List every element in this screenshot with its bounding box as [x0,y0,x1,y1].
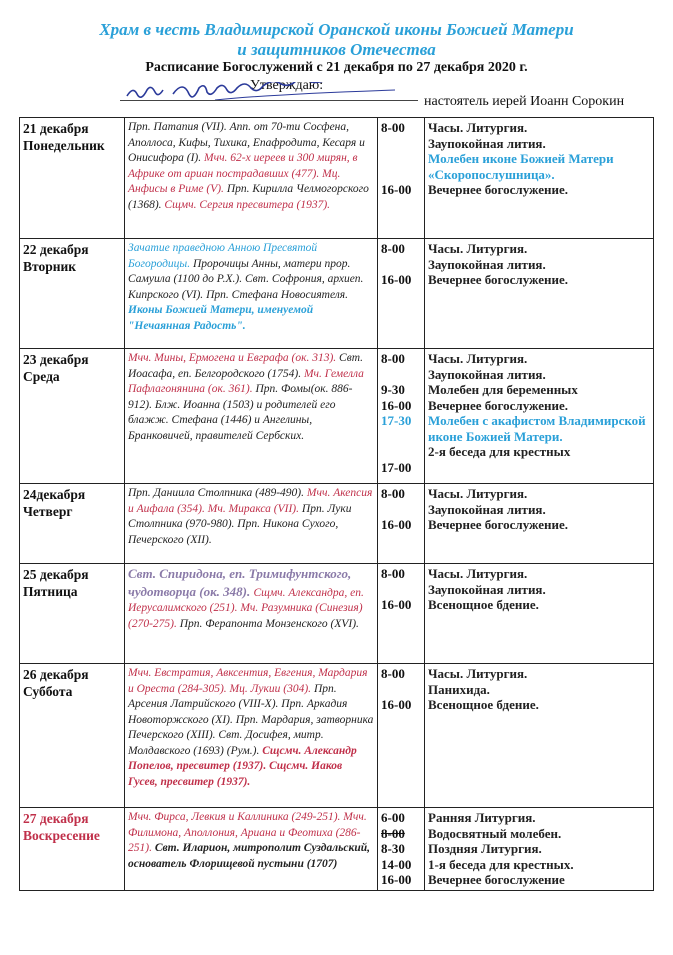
saint-commemoration: Сщсмч. Александр Попелов, пресвитер (1937). [128,744,357,772]
saint-commemoration: Свт. Спиридона, еп. Тримифунтского, чудотворца (ок. 348). [128,566,352,599]
service-name: Водосвятный молебен. [428,825,562,841]
times-cell [378,564,425,664]
service-time: 14-00 [381,856,412,872]
service-name: Часы. Литургия. [428,666,528,681]
service-name: Молебен с акафистом Владимирской иконе Божией Матери. [428,413,646,444]
day-cell [20,349,125,484]
service-name: Заупокойная лития. [428,501,546,517]
service-time: 6-00 [381,810,405,825]
day-date: 21 декабря [23,121,89,136]
saint-commemoration: Сщмч. Александра, еп. Иерусалимского (251). Мч. Разумника (Синезия) (270-275). [128,586,364,630]
rector-name: настоятель иерей Иоанн Сорокин [424,94,625,109]
saint-commemoration: Зачатие праведною Анною Пресвятой Богородицы. [128,242,318,270]
services-cell [425,664,654,808]
service-time [381,367,421,383]
service-time: 8-00 [381,241,405,256]
day-cell [20,239,125,349]
service-time: 17-30 [381,413,412,428]
saint-commemoration: Пророчицы Анны, матери прор. Самуила (1100 до Р.Х.). [128,257,351,285]
service-time: 8-00 [381,825,405,841]
saints-cell [125,239,378,349]
day-cell [20,664,125,808]
service-name: Заупокойная лития. [428,256,546,272]
saint-commemoration: Мчч. Акепсия и Аифала (354). [128,487,373,515]
day-date: 24декабря [23,487,86,502]
church-title-line2: и защитников Отечества [237,40,436,59]
schedule-row [20,664,654,808]
saint-commemoration: Мч. Гемелла Пафлагонянина (ок. 361). [128,367,364,395]
saint-commemoration: Мчч. Фирса, Левкия и Каллиника (249-251). Мчч. Филимона, Аполлония, Ариана и Феотиха (286-251). [128,811,367,854]
service-time: 16-00 [381,182,412,197]
service-name: Вечернее богослужение [428,872,565,887]
service-name: Заупокойная лития. [428,366,546,382]
service-time: 17-00 [381,459,412,475]
day-weekday: Пятница [23,584,78,599]
saints-cell [125,349,378,484]
saint-commemoration: Сщсмч. Иаков Гусев, пресвитер (1937). [128,760,343,788]
schedule-row [20,564,654,664]
service-time [381,167,421,183]
service-name: Вечернее богослужение. [428,272,569,287]
saint-commemoration: Прп. Арсения Латрийского (VIII-X). Прп. Аркадия Новоторжского (XI). Прп. Мардария, затворника Печерского (XIII). Свт. Досифея, митр. Молдавского (1693) (Рум.). [128,682,374,757]
service-name: Панихида. [428,681,490,697]
day-date: 22 декабря [23,242,89,257]
signature-line [120,100,418,101]
saints-cell [125,664,378,808]
saint-commemoration: Мчч. Мины, Ермогена и Евграфа (ок. 313). [128,352,340,364]
service-time [381,682,421,698]
saint-commemoration: Прп. Патапия (VII). Апп. от 70-ти Сосфена, Аполлоса, Кифы, Тихика, Епафродита, Кесаря и Онисифора (I). [128,121,365,164]
service-name: Всенощное бдение. [428,697,539,712]
service-time: 16-00 [381,397,412,413]
saint-commemoration: Свт. Софрония, архиеп. Кипрского (VI). [128,273,364,301]
day-date: 25 декабря [23,567,89,582]
service-time [381,582,421,598]
service-name: Вечернее богослужение. [428,397,569,413]
saint-commemoration: Иконы Божией Матери, именуемой "Нечаянная Радость". [128,304,314,332]
times-cell [378,664,425,808]
saint-commemoration: Прп. Луки Столпника (970-980). [128,502,352,530]
saints-cell [125,118,378,239]
saint-commemoration: Мчч. Евстратия, Авксентия, Евгения, Мардария и Ореста (284-305). Мц. Лукии (304). [128,667,368,695]
services-cell [425,808,654,891]
service-name: Молебен для беременных [428,382,578,397]
day-weekday: Четверг [23,504,73,519]
approval-label: Утверждаю: [250,78,324,93]
schedule-row [20,484,654,564]
saint-commemoration: Прп. Стефана Новосиятеля. [206,288,349,301]
day-weekday: Воскресение [23,828,100,843]
day-date: 23 декабря [23,352,89,367]
day-weekday: Среда [23,369,60,384]
service-name: Молебен иконе Божией Матери «Скоропослушница». [428,151,614,182]
service-name: Вечернее богослужение. [428,182,569,197]
saint-commemoration: Свт. Иоасафа, еп. Белгородского (1754). [128,352,364,380]
day-date: 26 декабря [23,667,89,682]
service-time [381,257,421,273]
service-name: Всенощное бдение. [428,597,539,612]
schedule-row [20,118,654,239]
saint-commemoration: Прп. Кирилла Челмогорского (1368). [128,183,369,211]
service-time [381,444,421,460]
services-cell [425,239,654,349]
service-name: Заупокойная лития. [428,135,546,151]
service-time [381,136,421,152]
service-time [381,429,421,445]
saint-commemoration: Прп. Никона Сухого, Печерского (XII). [128,518,339,546]
service-time: 8-00 [381,566,405,581]
service-name: Часы. Литургия. [428,120,528,135]
saint-commemoration: Мч. Мирaкса (VII). [207,502,302,515]
saints-cell [125,564,378,664]
service-time [381,502,421,518]
times-cell [378,484,425,564]
saint-commemoration: Мчч. 62-х иереев и 300 мирян, в Африке от ариан пострадавших (477). [128,152,358,180]
service-time: 8-30 [381,841,405,856]
times-cell [378,808,425,891]
service-name: Вечернее богослужение. [428,517,569,532]
times-cell [378,239,425,349]
service-time: 16-00 [381,517,412,532]
service-name: Часы. Литургия. [428,241,528,256]
church-title-line1: Храм в честь Владимирской Оранской иконы Божией Матери [99,20,574,39]
service-name: Часы. Литургия. [428,486,528,501]
day-weekday: Вторник [23,259,77,274]
day-cell [20,564,125,664]
service-name: Поздняя Литургия. [428,841,542,856]
service-name: Часы. Литургия. [428,351,528,366]
day-cell [20,118,125,239]
service-time: 8-00 [381,666,405,681]
times-cell [378,118,425,239]
service-time: 16-00 [381,272,412,287]
saints-cell [125,484,378,564]
services-cell [425,118,654,239]
saint-commemoration: Мц. Анфисы в Риме (V). [128,167,341,195]
service-time: 16-00 [381,872,412,887]
schedule-subtitle: Расписание Богослужений с 21 декабря по 27 декабря 2020 г. [145,60,528,75]
service-time: 8-00 [381,351,405,366]
saints-cell [125,808,378,891]
saint-commemoration: Прп. Даниила Столпника (489-490). [128,487,307,499]
day-cell [20,484,125,564]
service-time: 16-00 [381,597,412,612]
services-cell [425,484,654,564]
service-name: 1-я беседа для крестных. [428,856,574,872]
service-name: Часы. Литургия. [428,566,528,581]
schedule-row [20,239,654,349]
schedule-row [20,349,654,484]
schedule-row [20,808,654,891]
saint-commemoration: Прп. Фомы(ок. 886-912). Блж. Иоанна (1503) и родителей его блажж. Стефана (1446) и Ангелины, Бранковичей, правителей Сербских. [128,383,353,442]
times-cell [378,349,425,484]
service-time [381,151,421,167]
day-weekday: Суббота [23,684,73,699]
saint-commemoration: Сщмч. Сергия пресвитера (1937). [164,198,331,211]
schedule-table [19,117,654,891]
services-cell [425,349,654,484]
day-date: 27 декабря [23,811,89,826]
service-name: Заупокойная лития. [428,581,546,597]
day-weekday: Понедельник [23,138,105,153]
services-cell [425,564,654,664]
day-cell [20,808,125,891]
service-time: 8-00 [381,486,405,501]
saint-commemoration: Свт. Иларион, митрополит Суздальский, основатель Флорищевой пустыни (1707) [128,842,370,870]
service-time: 8-00 [381,120,405,135]
service-name: 2-я беседа для крестных [428,444,571,459]
saint-commemoration: Прп. Ферапонта Монзенского (XVI). [179,617,359,630]
service-name: Ранняя Литургия. [428,810,536,825]
service-time: 16-00 [381,697,412,712]
service-time: 9-30 [381,382,405,397]
